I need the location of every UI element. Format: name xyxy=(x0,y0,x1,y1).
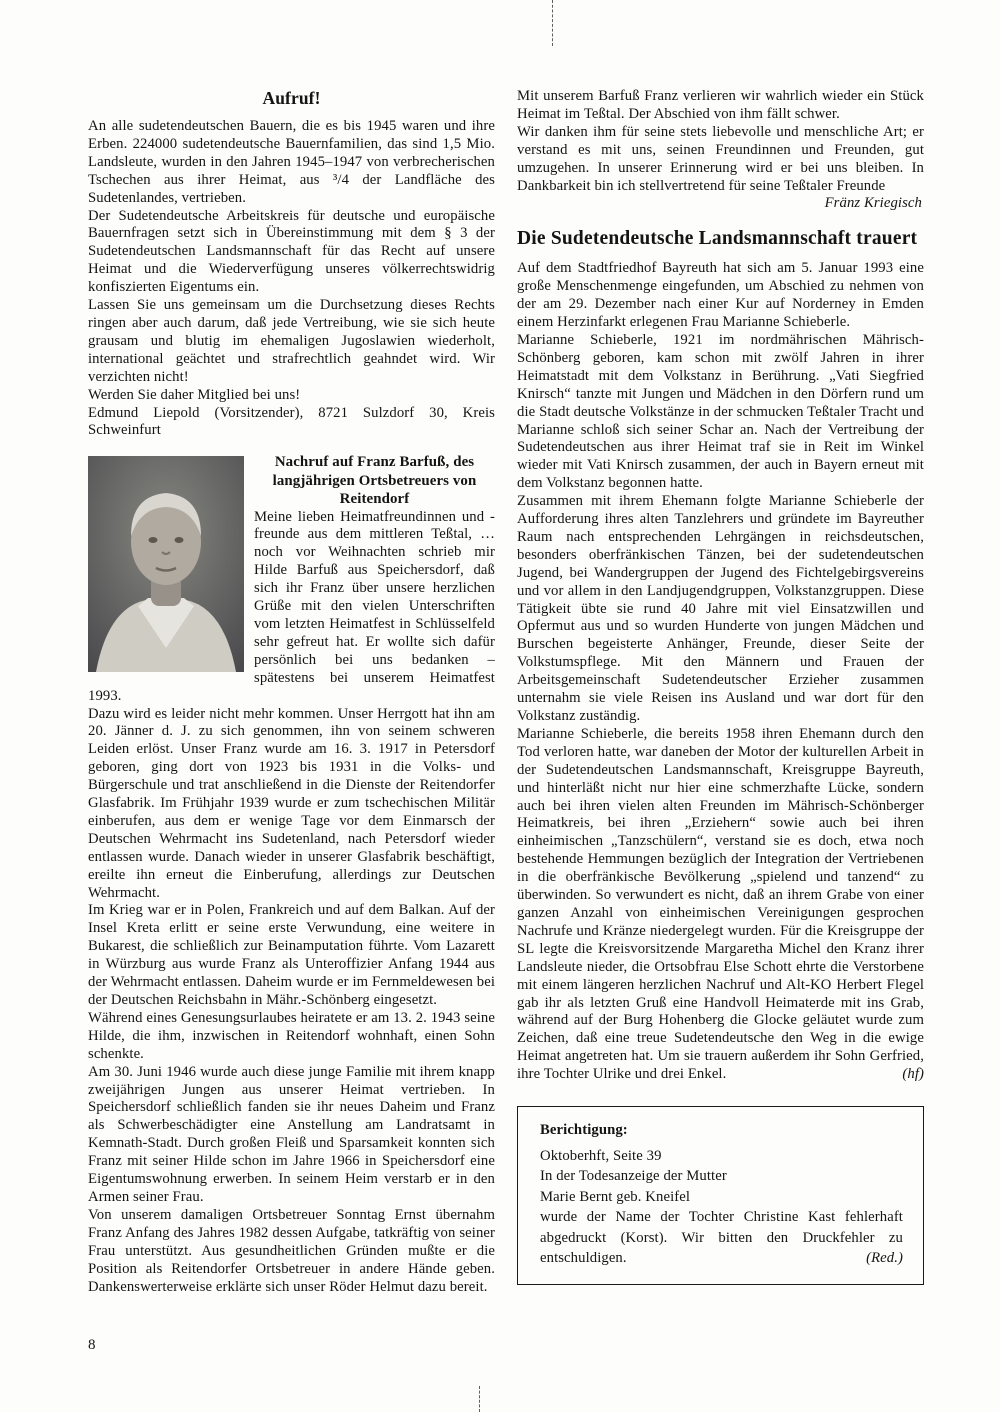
trauer-paragraph xyxy=(517,726,924,1084)
berichtigung-box xyxy=(517,1106,924,1285)
aufruf-paragraph: An alle sudetendeutschen Bauern, die es bis 1945 waren und ihre Erben. 224000 sudetendeutsche Bauernfamilien, das sind 1,5 Mio. Landsleute, wurden in den Jahren 1945–1947 von verbrecherischen Tschechen aus ihrer Heimat, aus ³/4 der Landfläche des Sudetenlandes, vertrieben. xyxy=(88,118,495,206)
signature: Fränz Kriegisch xyxy=(824,195,922,212)
aufruf-paragraph: Lassen Sie uns gemeinsam um die Durchsetzung dieses Rechts ringen aber auch darum, daß jede Vertreibung, wie sie sich heute grausam und blutig im ehemaligen Jugoslawien wiederholt, international geächtet und strafrechtlich geahndet wird. Wir verzichten nicht! xyxy=(88,297,495,385)
left-column xyxy=(88,88,495,1296)
nachruf-paragraph: Meine lieben Heimatfreundinnen und -freunde aus dem mittleren Teßtal, …noch vor Weihnachten schrieb mir Hilde Barfuß aus Speichersdorf, daß sich ihr Franz über unsere herzlichen Grüße mit den vielen Unterschriften vom letzten Heimatfest in Schlüsselfeld sehr gefreut hat. Er wollte sich dafür persönlich bei uns bedanken – spätestens bei unserem Heimatfest 1993. xyxy=(88,508,495,704)
trauer-paragraph-text: Marianne Schieberle, die bereits 1958 ihren Ehemann durch den Tod verloren hatte, war daneben der Motor der kulturellen Arbeit in der Sudetendeutschen Landsmannschaft, Kreisgruppe Bayreuth, und hinterläßt nicht nur hier eine schmerzhafte Lücke, sondern auch bei ihren vielen alten Freunden im Mährisch-Schönberger Heimatkreis, bei ihren „Erziehern“ sowie auch bei ihren einheimischen „Tanzschülern“, verstand sie es doch, etwa noch bestehende Hemmungen bezüglich der Integration der Vertriebenen in die oberfränkische Bevölkerung „spielend und tanzend“ zu überwinden. So verwundert es nicht, daß an ihrem Grabe von einer ganzen Anzahl von einheimischen Vereinigungen gesprochen Nachrufe und Kränze niedergelegt wurden. Für die Kreisgruppe der SL legte die Kreisvorsitzende Margaretha Michel den Kranz ihrer Landsleute nieder, die Ortsobfrau Else Schott ehrte die Verstorbene mit einem längeren herzlichen Nachruf und Alt-KO Herbert Flegel gab ihr als letzten Gruß eine Handvoll Heimaterde mit ins Grab, während auf der Burg Hohenberg die Glocke geläutet wurde zum Zeichen, daß eine treue Sudetendeutsche den Weg in die ewige Heimat angetreten hat. Um sie trauern außerdem ihr Sohn Gerfried, ihre Tochter Ulrike und drei Enkel. xyxy=(517,725,924,1083)
nachruf-paragraph: Dazu wird es leider nicht mehr kommen. Unser Herrgott hat ihn am 20. Jänner d. J. zu sich genommen, ihn von seinem schweren Leiden erlöst. Unser Franz wurde am 16. 3. 1917 in Petersdorf geboren, ging dort von 1923 bis 1931 in die Volks- und Bürgerschule und trat anschließend in die Dienste der Reitendorfer Glasfabrik. Im Frühjahr 1939 wurde er zum tschechischen Militär einberufen, aus dem er wenige Tage vor dem Einmarsch der Deutschen Wehrmacht ins Sudetenland, nach Petersdorf wieder entlassen wurde. Danach wieder in unserer Glasfabrik beschäftigt, ereilte ihn erneut die Einberufung, allerdings zur Deutschen Wehrmacht. xyxy=(88,705,495,901)
fold-mark-top xyxy=(552,0,553,46)
aufruf-paragraph: Der Sudetendeutsche Arbeitskreis für deutsche und europäische Bauernfragen setzt sich in Übereinstimmung mit dem § 3 der Sudetendeutschen Landsmannschaft für das Recht auf unsere Heimat und die Wiederverfügung unseres völkerrechtswidrig konfiszierten Eigentums ein. xyxy=(88,207,495,296)
nachruf-paragraph: Von unserem damaligen Ortsbetreuer Sonntag Ernst übernahm Franz Anfang des Jahres 1982 dessen Aufgabe, tatkräftig von seiner Frau unterstützt. Aus gesundheitlichen Gründen mußte er die Position als Reitendorfer Ortsbetreuer in andere Hände geben. Dankenswerterweise erklärte sich unser Röder Helmut dazu bereit. xyxy=(88,1206,495,1295)
berichtigung-body xyxy=(540,1207,903,1269)
section-nachruf-continuation xyxy=(517,88,924,213)
nachruf-paragraph: Am 30. Juni 1946 wurde auch diese junge Familie mit ihrem knapp zweijährigen Jungen aus unserer Heimat vertrieben. In Speichersdorf schließlich fanden sie ihr neues Daheim und Franz als Schwerbeschädigter eine Anstellung am Landratsamt in Kemnath-Stadt. Durch großen Fleiß und Sparsamkeit konnten sich Franz mit seiner Hilde schon im Jahre 1966 in Speichersdorf eine Eigentumswohnung erwerben. In seinem Heim verstarb er in den Armen seiner Frau. xyxy=(88,1063,495,1205)
aufruf-paragraph: Werden Sie daher Mitglied bei uns! xyxy=(88,386,301,403)
trauer-heading: Die Sudetendeutsche Landsmannschaft trauert xyxy=(517,228,918,250)
section-trauer xyxy=(517,226,924,1084)
section-aufruf xyxy=(88,88,495,440)
editor-attribution: (Red.) xyxy=(866,1250,903,1267)
nachruf-paragraph: Wir danken ihm für seine stets liebevolle und menschliche Art; er verstand es mit uns, seinen Freundinnen und Freunden, gut umzugehen. In unserer Erinnerung wird er bei uns bleiben. In Dankbarkeit bin ich stellvertretend für seine Teßtaler Freunde xyxy=(517,123,924,194)
portrait-photo xyxy=(88,456,244,672)
berichtigung-heading: Berichtigung: xyxy=(540,1122,628,1139)
page-number: 8 xyxy=(88,1337,96,1353)
berichtigung-body-text: wurde der Name der Tochter Christine Kast fehlerhaft abgedruckt (Korst). Wir bitten den Druckfehler zu entschuldigen. xyxy=(540,1209,903,1267)
right-column xyxy=(517,88,924,1285)
aufruf-contact-line: Edmund Liepold (Vorsitzender), 8721 Sulzdorf 30, Kreis Schweinfurt xyxy=(88,404,495,439)
nachruf-paragraph: Mit unserem Barfuß Franz verlieren wir wahrlich wieder ein Stück Heimat im Teßtal. Der Abschied von ihm fällt schwer. xyxy=(517,88,924,122)
trauer-paragraph: Auf dem Stadtfriedhof Bayreuth hat sich am 5. Januar 1993 eine große Menschenmenge eingefunden, um Abschied zu nehmen von der am 29. Dezember nach einer Kur auf Norderney in Emden einem Herzinfarkt erlegenen Frau Marianne Schieberle. xyxy=(517,260,924,331)
trauer-paragraph: Marianne Schieberle, 1921 im nordmährischen Mährisch-Schönberg geboren, kam schon mit zwölf Jahren in ihrer Heimatstadt mit dem Volkstanz in Berührung. „Vati Siegfried Knirsch“ tanzte mit Jungen und Mädchen in den Dörfern rund um die Stadt deutsche Volkstänze in der schmucken Teßtaler Tracht und Marianne schloß sich seiner Schar an. Nach der Vertreibung der Sudetendeutschen aus ihrer Heimat traf sie in Reit im Winkel wieder mit Vati Knirsch zusammen, der auch in Bayern erneut mit dem Volkstanz begonnen hatte. xyxy=(517,331,924,492)
nachruf-paragraph: Im Krieg war er in Polen, Frankreich und auf dem Balkan. Auf der Insel Kreta erlitt er seine erste Verwundung, eine weitere in Bukarest, die schließlich zur Beinamputation führte. Vom Lazarett in Würzburg aus wurde Franz als Unteroffizier Anfang 1944 aus der Wehrmacht entlassen. Daheim wurde er im Fernmeldewesen bei der Deutschen Reichsbahn in Mähr.-Schönberg eingesetzt. xyxy=(88,902,495,1008)
section-nachruf xyxy=(88,453,495,1296)
nachruf-heading: Nachruf auf Franz Barfuß, des langjährigen Ortsbetreuers von Reitendorf xyxy=(272,454,477,508)
berichtigung-line: In der Todesanzeige der Mutter xyxy=(540,1168,727,1185)
berichtigung-line: Marie Bernt geb. Kneifel xyxy=(540,1188,691,1205)
fold-mark-bottom xyxy=(479,1386,480,1412)
berichtigung-line: Oktoberhft, Seite 39 xyxy=(540,1147,662,1164)
nachruf-paragraph: Während eines Genesungsurlaubes heiratete er am 13. 2. 1943 seine Hilde, die ihm, inzwischen in Reitendorf wohnhaft, einen Sohn schenkte. xyxy=(88,1009,495,1062)
author-initials: (hf) xyxy=(902,1066,924,1083)
trauer-paragraph: Zusammen mit ihrem Ehemann folgte Marianne Schieberle der Aufforderung ihres alten Tanzlehrers und gründete im Bayreuther Raum nach entsprechenden Lehrgängen in reichsdeutschen, besonders oberfränkischen Tänzen, bei der sudetendeutschen Jugend, bei Wandergruppen der Jugend des Fichtelgebirgsvereins und vor allem in den Landjugendgruppen, Volkstanzgruppen. Diese Tätigkeit übte sie rund 40 Jahre mit viel Einsatzwillen und Opfermut aus und so wurden Hunderte von jungen Mädchen und Burschen begeisterte Anhänger, Freunde, dieser Seite der Volkstumspflege. Mit den Männern und Frauen der Arbeitsgemeinschaft Sudetendeutscher Erzieher zusammen unternahm sie viele Reisen ins Ausland und war dort für den Volkstanz zuständig. xyxy=(517,493,924,724)
aufruf-heading: Aufruf! xyxy=(262,88,321,108)
